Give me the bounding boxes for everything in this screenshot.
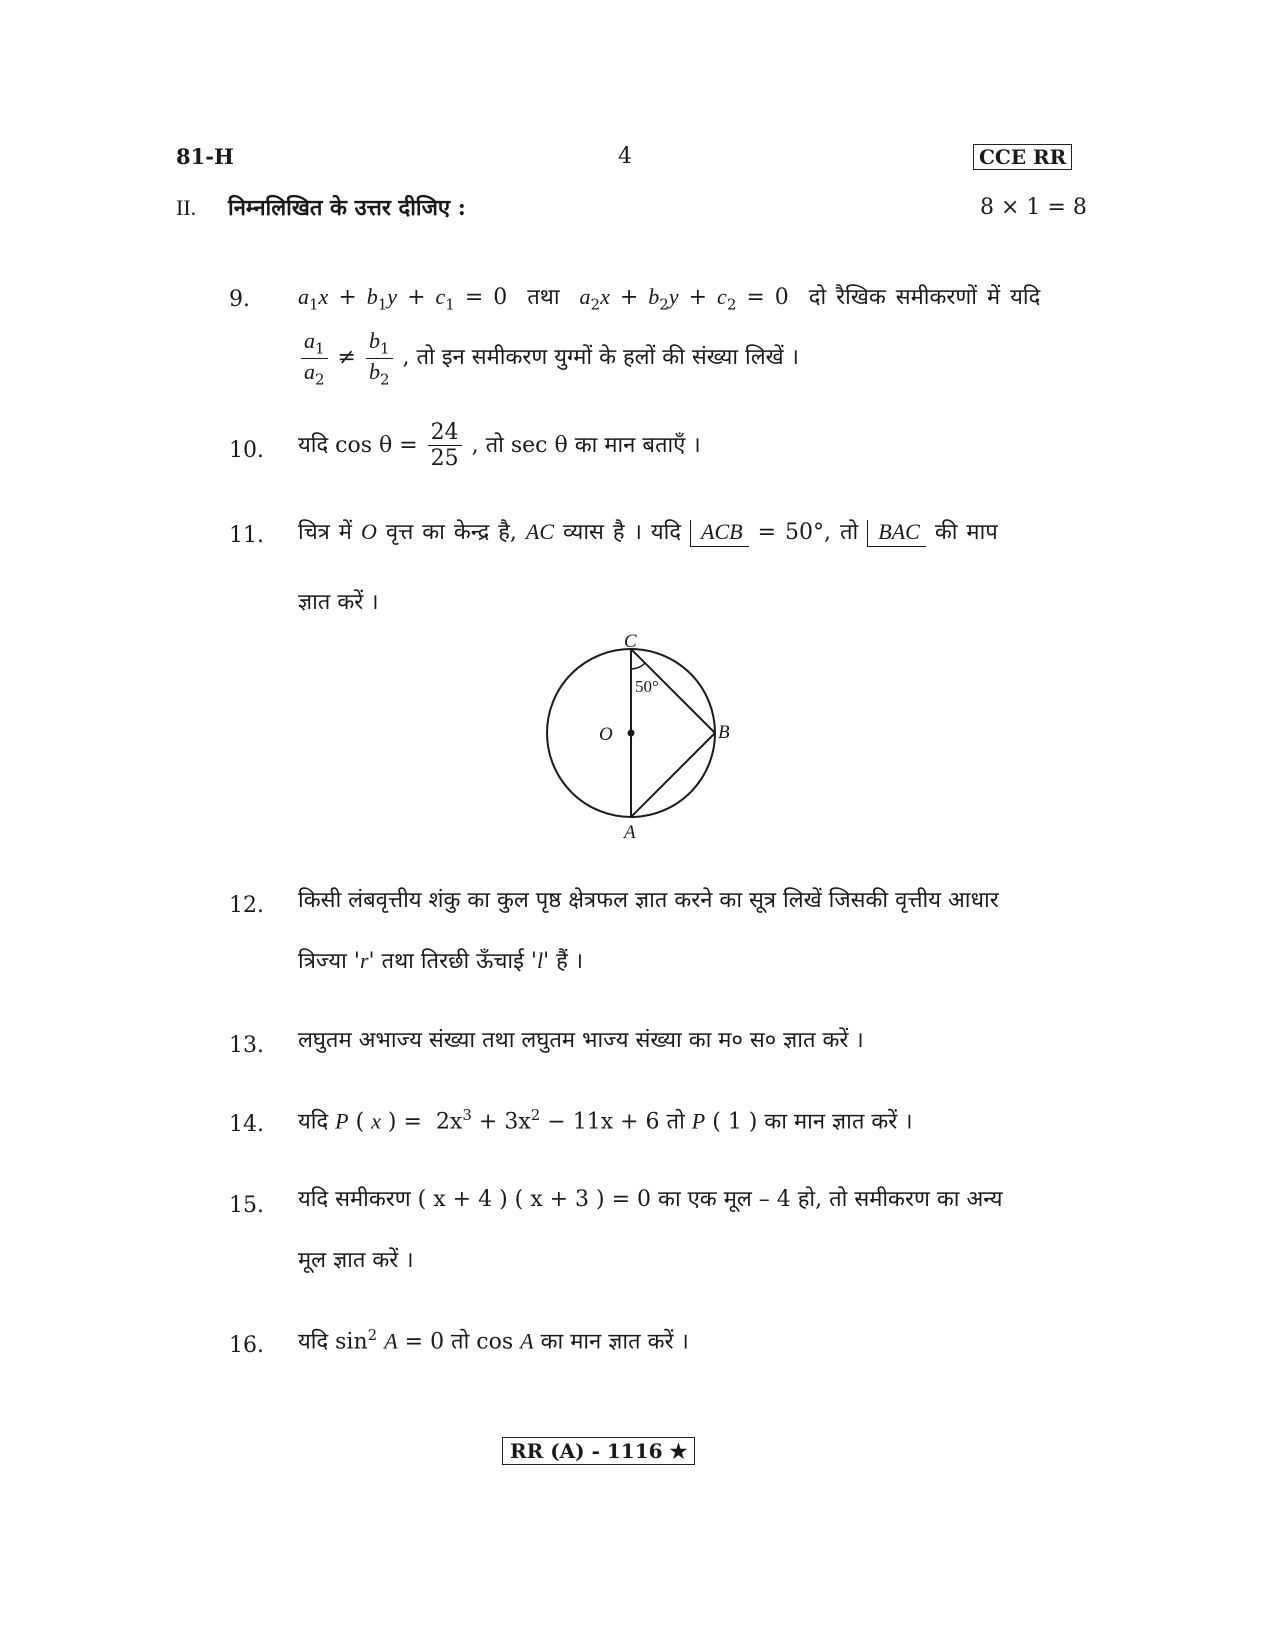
footer-badge: RR (A) - 1116 ★ bbox=[502, 1437, 695, 1465]
circle-diagram bbox=[545, 630, 745, 850]
question-14-text: यदि P ( x ) = $2x^3 + 3x^2 - 11x + 6$ तो P ( 1 ) का मान ज्ञात करें । bbox=[298, 1106, 913, 1135]
question-12-number: 12. bbox=[229, 893, 264, 918]
question-13-text: लघुतम अभाज्य संख्या तथा लघुतम भाज्य संख्या का म० स० ज्ञात करें । bbox=[298, 1028, 864, 1053]
question-14-number: 14. bbox=[229, 1112, 264, 1137]
question-11-line1: चित्र में O वृत्त का केन्द्र है, AC व्यास है । यदि ACB = 50°, तो BAC की माप bbox=[298, 519, 998, 547]
center-point bbox=[628, 730, 635, 737]
section-title: निम्नलिखित के उत्तर दीजिए : bbox=[228, 195, 466, 221]
question-9-number: 9. bbox=[229, 287, 250, 312]
label-a: A bbox=[624, 822, 636, 843]
question-12-line1: किसी लंबवृत्तीय शंकु का कुल पृष्ठ क्षेत्रफल ज्ञात करने का सूत्र लिखें जिसकी वृत्तीय आधार bbox=[298, 888, 999, 913]
question-11-number: 11. bbox=[229, 523, 264, 548]
label-o: O bbox=[599, 724, 613, 745]
question-9-line2: $\frac{a_1}{a_2}$ ≠ $\frac{b_1}{b_2}$ , तो इन समीकरण युग्मों के हलों की संख्या लिखें । bbox=[298, 328, 799, 388]
q9-text-after: दो रैखिक समीकरणों में यदि bbox=[808, 285, 1041, 310]
paper-code: 81-H bbox=[176, 144, 234, 169]
angle-acb: ACB bbox=[690, 520, 749, 547]
page-number: 4 bbox=[618, 144, 632, 169]
section-number: II. bbox=[176, 195, 197, 220]
chord-ab bbox=[631, 733, 715, 817]
question-11-line2: ज्ञात करें । bbox=[298, 590, 379, 615]
question-10-number: 10. bbox=[229, 438, 264, 463]
section-marks: 8 × 1 = 8 bbox=[980, 195, 1087, 220]
angle-label: 50° bbox=[635, 677, 659, 696]
question-9-line1: $a_1x + b_1y + c_1 = 0$ तथा $a_2x + b_2y + c_2 = 0$ दो रैखिक समीकरणों में यदि bbox=[298, 284, 1041, 314]
header-badge: CCE RR bbox=[973, 144, 1072, 170]
question-15-number: 15. bbox=[229, 1193, 264, 1218]
angle-arc bbox=[631, 663, 645, 669]
label-c: C bbox=[624, 631, 637, 652]
question-13-number: 13. bbox=[229, 1033, 264, 1058]
angle-bac: BAC bbox=[867, 520, 926, 547]
question-16-text: यदि $\sin^2 A = 0$ तो cos A का मान ज्ञात करें । bbox=[298, 1326, 689, 1355]
question-16-number: 16. bbox=[229, 1333, 264, 1358]
label-b: B bbox=[718, 722, 730, 743]
question-10-text: यदि cos θ = $\frac{24}{25}$ , तो sec θ का मान बताएँ । bbox=[298, 420, 701, 472]
question-15-line1: यदि समीकरण ( x + 4 ) ( x + 3 ) = 0 का एक मूल – 4 हो, तो समीकरण का अन्य bbox=[298, 1187, 1003, 1212]
fraction-b1-b2: $\frac{b_1}{b_2}$ bbox=[366, 328, 393, 388]
fraction-24-25: $\frac{24}{25}$ bbox=[428, 420, 462, 472]
fraction-a1-a2: $\frac{a_1}{a_2}$ bbox=[301, 328, 328, 388]
question-12-line2: त्रिज्या 'r' तथा तिरछी ऊँचाई 'l' हैं । bbox=[298, 948, 584, 974]
q15-equation: ( x + 4 ) ( x + 3 ) = 0 bbox=[417, 1187, 652, 1212]
question-15-line2: मूल ज्ञात करें । bbox=[298, 1248, 414, 1273]
